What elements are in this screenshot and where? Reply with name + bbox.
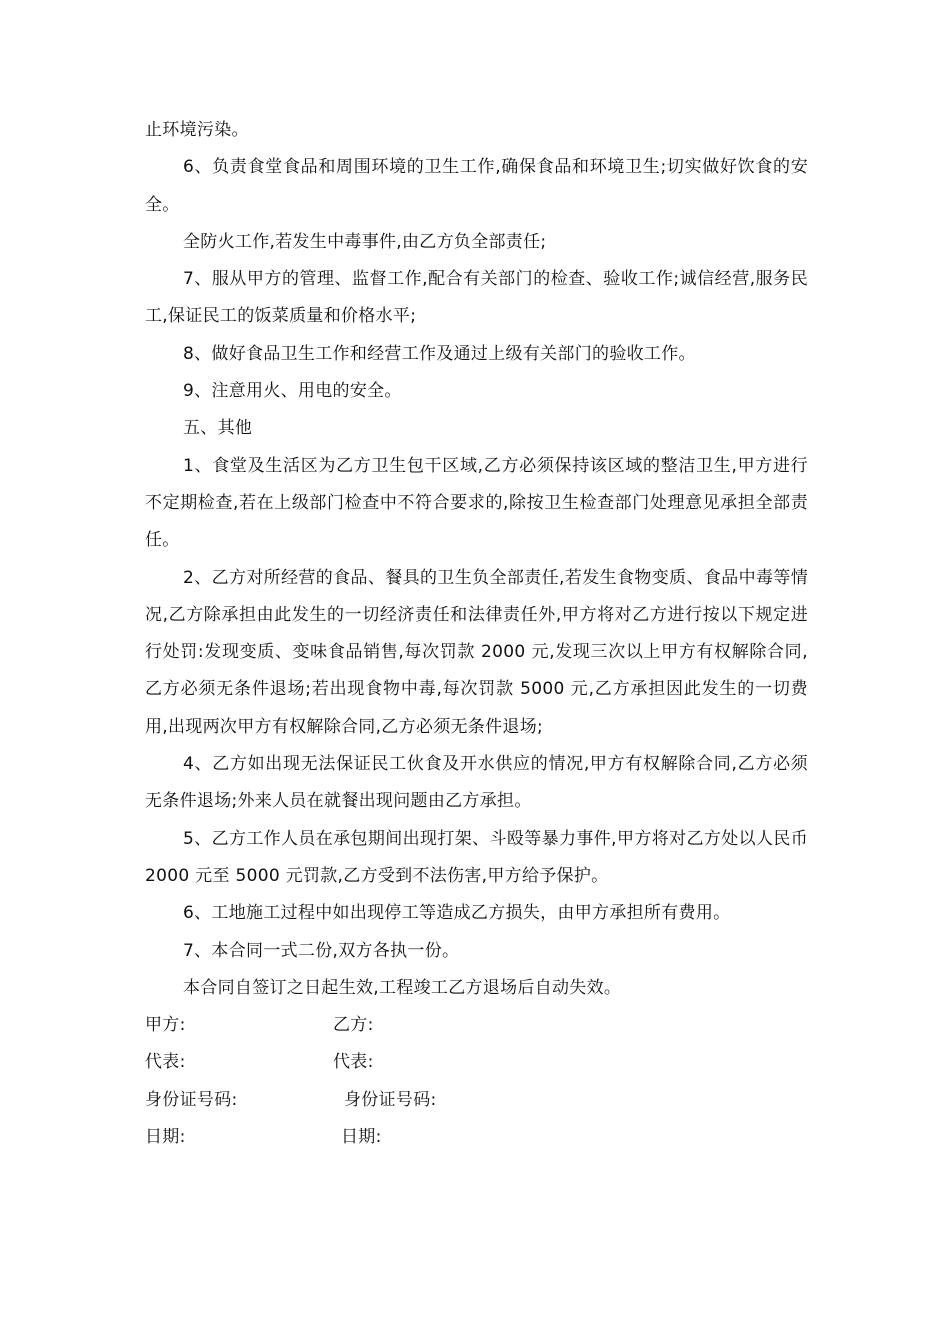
- id-number-a-label: 身份证号码:: [145, 1089, 238, 1110]
- section-heading: 五、其他: [183, 418, 253, 439]
- paragraph: 2、乙方对所经营的食品、餐具的卫生负全部责任,若发生食物变质、食品中毒等情况,乙方除承担由此发生的一切经济责任和法律责任外,甲方将对乙方进行按以下规定进行处罚:发现变质、变味食品销售,每次罚款 2000 元,发现三次以上甲方有权解除合同,乙方必须无条件退场;若出现食物中毒,每次罚款 5000 元,乙方承担因此发生的一切费用,出现两次甲方有权解除合同,乙方必须无条件退场;: [145, 567, 808, 737]
- paragraph: 本合同自签订之日起生效,工程竣工乙方退场后自动失效。: [183, 977, 622, 998]
- representative-b-label: 代表:: [333, 1052, 374, 1073]
- paragraph: 止环境污染。: [145, 120, 249, 140]
- party-b-label: 乙方:: [333, 1015, 374, 1036]
- paragraph: 9、注意用火、用电的安全。: [183, 381, 402, 402]
- paragraph: 全防火工作,若发生中毒事件,由乙方负全部责任;: [183, 231, 547, 252]
- contract-body: [145, 112, 808, 1156]
- paragraph: 4、乙方如出现无法保证民工伙食及开水供应的情况,甲方有权解除合同,乙方必须无条件退场;外来人员在就餐出现问题由乙方承担。: [145, 754, 808, 812]
- paragraph: 1、食堂及生活区为乙方卫生包干区域,乙方必须保持该区域的整洁卫生,甲方进行不定期检查,若在上级部门检查中不符合要求的,除按卫生检查部门处理意见承担全部责任。: [145, 455, 808, 551]
- signature-row-date: [145, 1119, 808, 1156]
- signature-row-party: [145, 1007, 808, 1044]
- paragraph: 6、工地施工过程中如出现停工等造成乙方损失，由甲方承担所有费用。: [183, 903, 731, 924]
- party-a-label: 甲方:: [145, 1015, 186, 1036]
- signature-row-id-number: [145, 1082, 808, 1119]
- paragraph: 5、乙方工作人员在承包期间出现打架、斗殴等暴力事件,甲方将对乙方处以人民币 2000 元至 5000 元罚款,乙方受到不法伤害,甲方给予保护。: [145, 828, 808, 886]
- date-b-label: 日期:: [341, 1127, 382, 1148]
- signature-row-representative: [145, 1044, 808, 1081]
- signature-block: [145, 1007, 808, 1156]
- paragraph: 6、负责食堂食品和周围环境的卫生工作,确保食品和环境卫生;切实做好饮食的安全。: [145, 157, 808, 215]
- date-a-label: 日期:: [145, 1127, 186, 1148]
- representative-a-label: 代表:: [145, 1052, 186, 1073]
- paragraph: 8、做好食品卫生工作和经营工作及通过上级有关部门的验收工作。: [183, 343, 696, 364]
- paragraph: 7、本合同一式二份,双方各执一份。: [183, 940, 460, 961]
- id-number-b-label: 身份证号码:: [344, 1089, 437, 1110]
- paragraph: 7、服从甲方的管理、监督工作,配合有关部门的检查、验收工作;诚信经营,服务民工,保证民工的饭菜质量和价格水平;: [145, 269, 808, 327]
